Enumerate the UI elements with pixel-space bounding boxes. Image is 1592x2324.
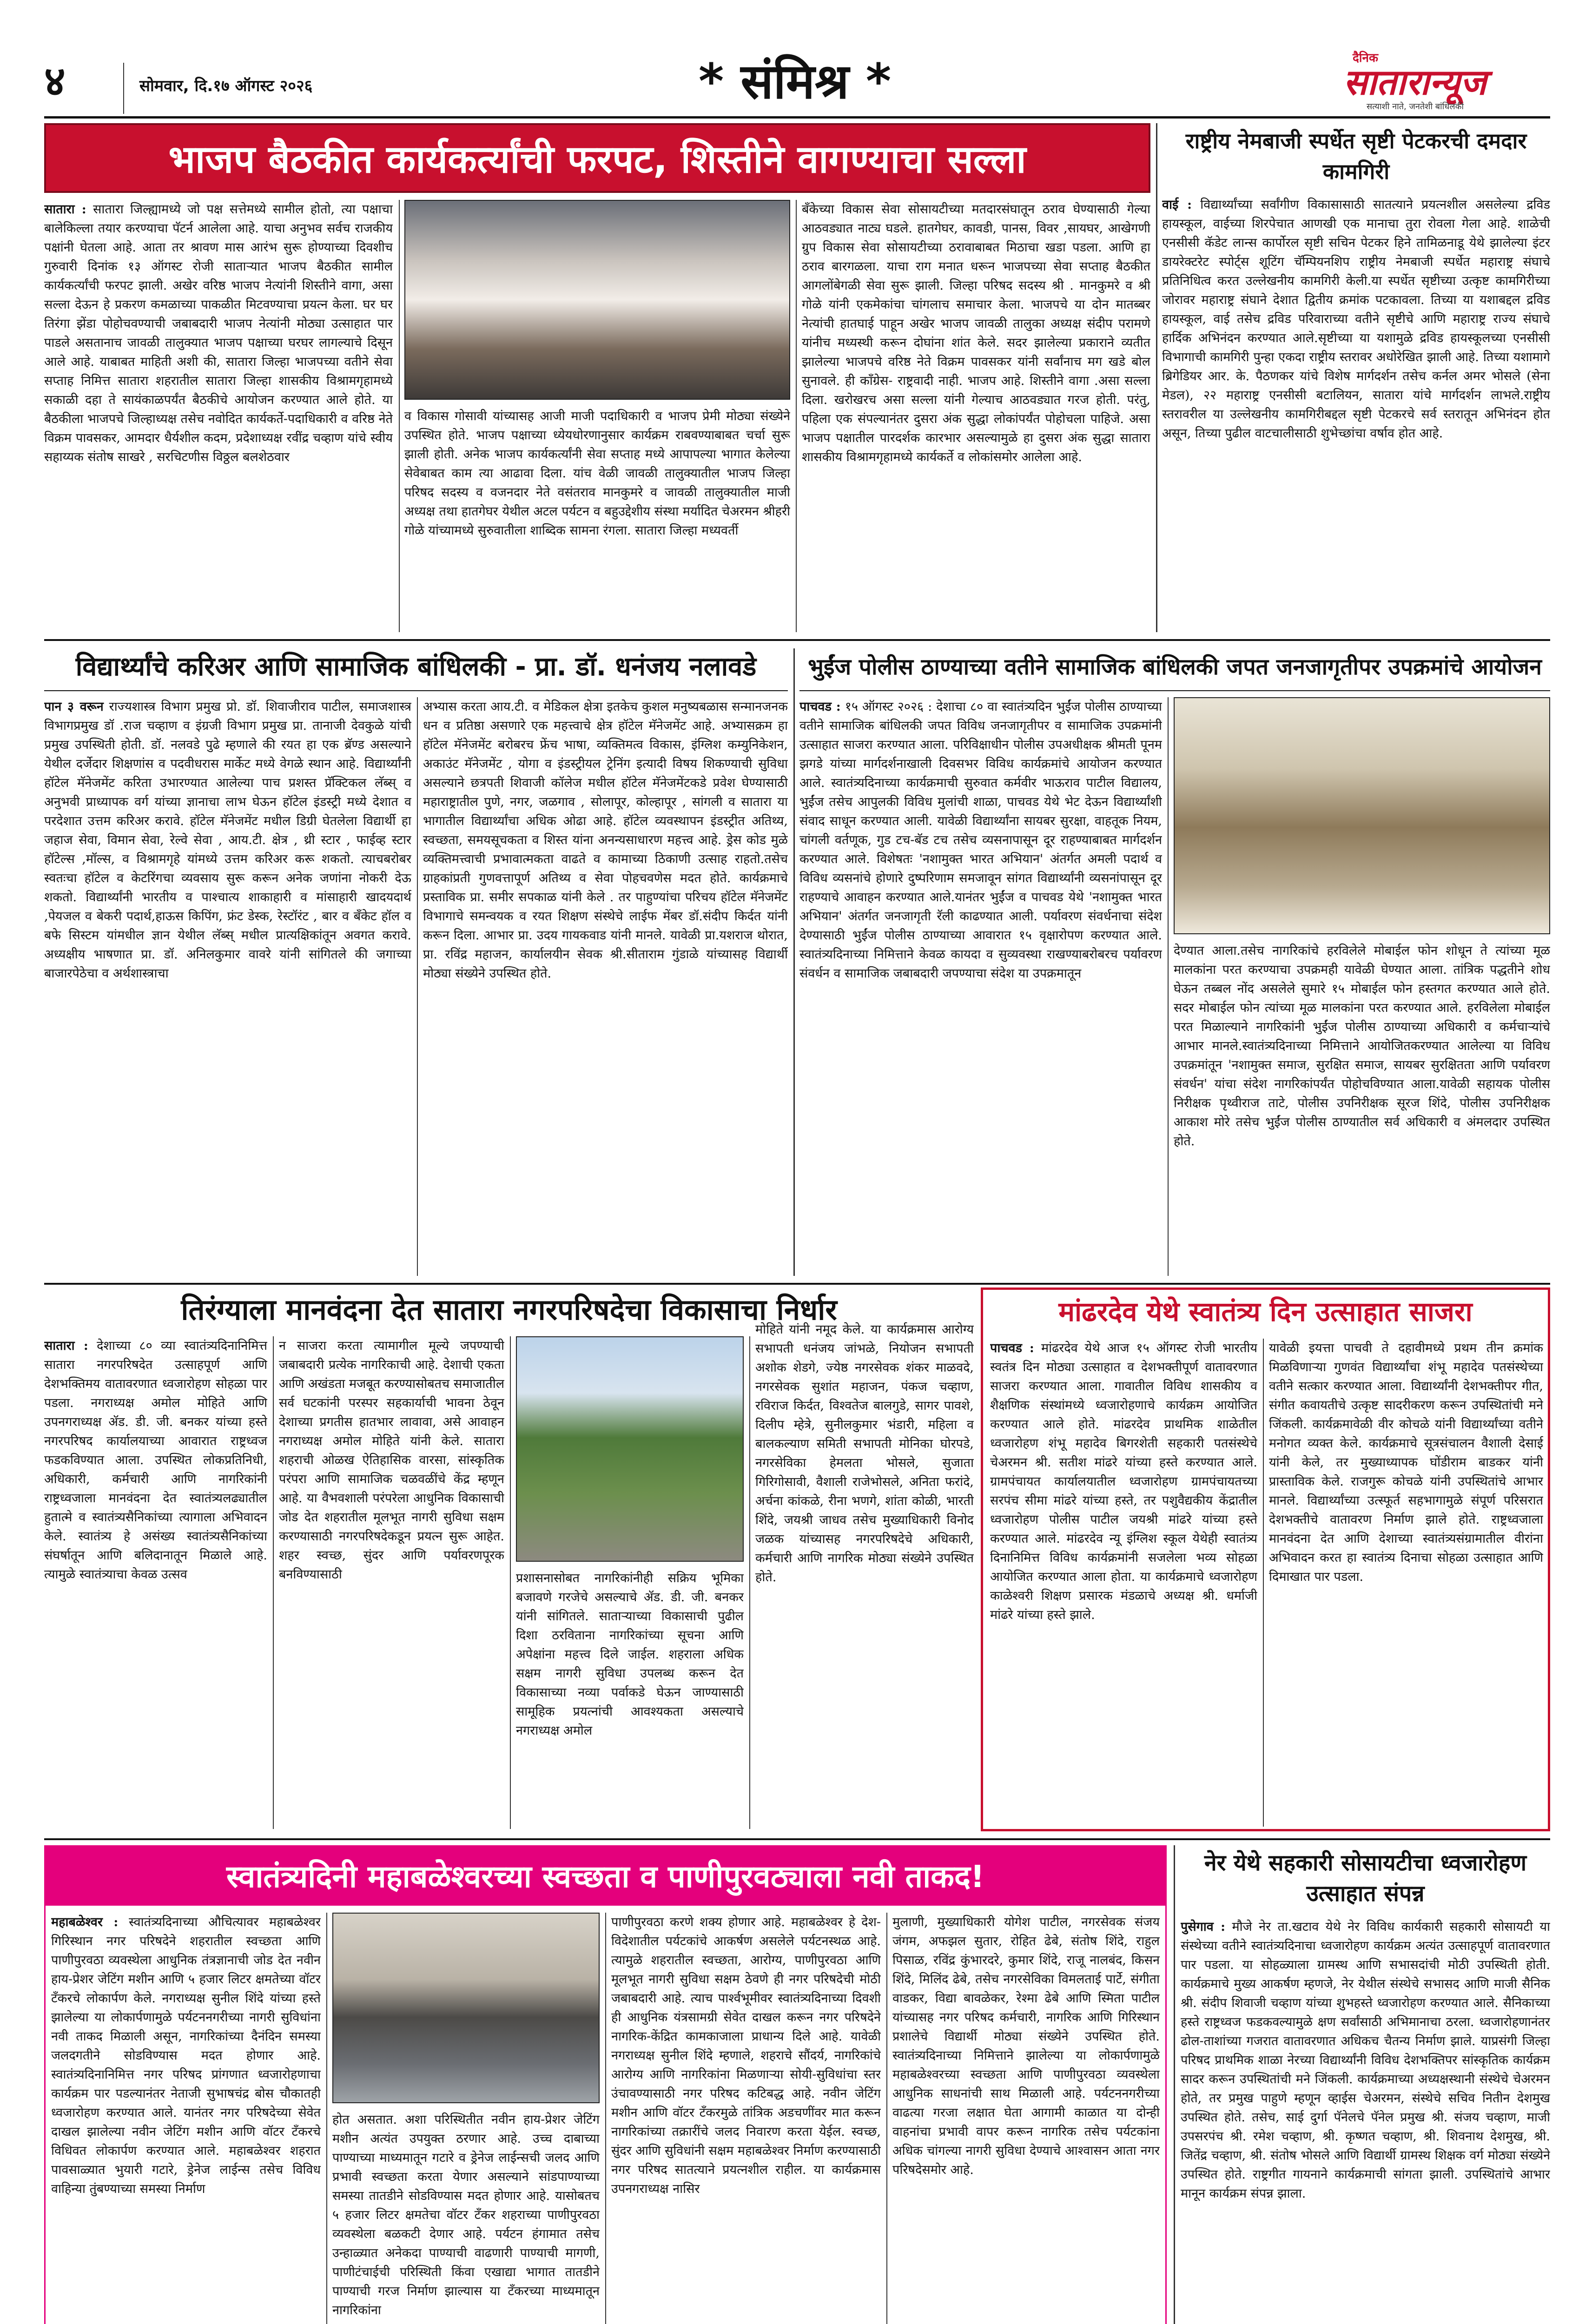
a1-photo	[404, 200, 790, 400]
a5-divider-3	[749, 1336, 750, 1829]
a7-col3-text: पाणीपुरवठा करणे शक्य होणार आहे. महाबळेश्वर हे देश-विदेशातील पर्यटकांचे आकर्षण असलेले पर्यटनस्थळ आहे. त्यामुळे शहरातील स्वच्छता, आरोग्य, पाणीपुरवठा आणि मूलभूत नागरी सुविधा सक्षम ठेवणे ही नगर परिषदेची मोठी जबाबदारी आहे. त्याच पार्श्वभूमीवर स्वातंत्र्यदिनाच्या दिवशी ही आधुनिक यंत्रसामग्री सेवेत दाखल करून नगर परिषदेने नागरिक-केंद्रित कामकाजाला प्राधान्य दिले आहे. यावेळी नगराध्यक्ष सुनील शिंदे म्हणाले, शहराचे सौंदर्य, नागरिकांचे आरोग्य आणि नागरिकांना मिळणाऱ्या सोयी-सुविधांचा स्तर उंचावण्यासाठी नगर परिषद कटिबद्ध आहे. नवीन जेटिंग मशीन आणि वॉटर टँकरमुळे तांत्रिक अडचणींवर मात करून नागरिकांच्या तक्रारींचे जलद निवारण करता येईल. स्वच्छ, सुंदर आणि सुविधांनी सक्षम महाबळेश्वर निर्माण करण्यासाठी नगर परिषद सातत्याने प्रयत्नशील राहील. या कार्यक्रमास उपनगराध्यक्ष नासिर	[611, 1915, 881, 2196]
a4-headline-rule	[799, 690, 1550, 691]
a4-divider	[1168, 697, 1169, 1276]
a2-dateline: वाई :	[1162, 198, 1192, 212]
a7-divider-1	[326, 1913, 327, 2324]
a6-dateline: पाचवड :	[990, 1341, 1034, 1355]
a5-headline: तिरंग्याला मानवंदना देत सातारा नगरपरिषदेचा विकासाचा निर्धार	[181, 1293, 837, 1327]
a5-col4-text: मोहिते यांनी नमूद केले. या कार्यक्रमास आरोग्य सभापती धनंजय जांभळे, नियोजन सभापती अशोक शेडगे, ज्येष्ठ नगरसेवक शंकर माळवदे, नगरसेवक सुशांत महाजन, पंकज चव्हाण, रविराज किर्दत, विश्वतेज बालगुडे, सागर पावशे, दिलीप म्हेत्रे, सुनीलकुमार भंडारी, महिला व बालकल्याण समिती सभापती मोनिका घोरपडे, नगरसेविका हेमलता भोसले, सुजाता गिरिगोसावी, वैशाली राजेभोसले, अनिता फरांदे, अर्चना कांकळे, रीना भणगे, शांता कोळी, भारती शिंदे, जयश्री जाधव तसेच मुख्याधिकारी विनोद जळक यांच्यासह नगरपरिषदेचे अधिकारी, कर्मचारी आणि नागरिक मोठ्या संख्येने उपस्थित होते.	[755, 1322, 974, 1585]
a6-col1	[990, 1339, 1257, 1827]
a4-photo	[1174, 697, 1550, 934]
a1-col1-text: सातारा जिल्ह्यामध्ये जो पक्ष सत्तेमध्ये सामील होतो, त्या पक्षाचा बालेकिल्ला तयार करण्याचा पॅटर्न आलेला आहे. याचा अनुभव सर्वच राजकीय पक्षांनी घेतला आहे. आता तर श्रावण मास आरंभ सुरू होण्याच्या दिवशीच गुरुवारी दिनांक १३ ऑगस्ट रोजी सातार्‍यात भाजप बैठकीत सामील कार्यकर्त्यांची फरपट झाली. अखेर वरिष्ठ भाजप नेत्यांनी शिस्तीने वागा, असा सल्ला देऊन हे प्रकरण कमळाच्या पाकळीत मिटवण्याचा प्रयत्न केला. घर घर तिरंगा झेंडा पोहोचवण्याची जबाबदारी भाजप नेत्यांनी मोठ्या उत्साहात पार पाडले असतानाच जावळी तालुक्यात भाजप पक्षाच्या घरघर लागल्याचे दिसून आले आहे. याबाबत माहिती अशी की, सातारा जिल्हा भाजपच्या वतीने सेवा सप्ताह निमित्त सातारा शहरातील सातारा जिल्हा शासकीय विश्रामगृहामध्ये सकाळी दहा ते सायंकाळपर्यंत बैठकीचे आयोजन करण्यात आले होते. या बैठकीला भाजपचे जिल्हाध्यक्ष तसेच नवोदित कार्यकर्ते-पदाधिकारी व वरिष्ठ नेते विक्रम पावसकर, आमदार धैर्यशील कदम, प्रदेशाध्यक्ष रवींद्र चव्हाण यांचे स्वीय सहाय्यक संतोष साखरे , सरचिटणीस विठ्ठल बलशेठवार	[44, 202, 393, 464]
a5-divider-1	[273, 1336, 274, 1829]
a3-col2-text: अभ्यास करता आय.टी. व मेडिकल क्षेत्रा इतकेच कुशल मनुष्यबळास सन्मानजनक धन व प्रतिष्ठा असणारे एक महत्त्वाचे क्षेत्र हॉटेल मॅनेजमेंट आहे. अभ्यासक्रम हा हॉटेल मॅनेजमेंट बरोबरच फ्रेंच भाषा, व्यक्तिमत्व विकास, इंग्लिश कम्युनिकेशन, अकाउंट मॅनेजमेंट , योगा व इंडस्ट्रीयल ट्रेनिंग इत्यादी विषय शिकण्याची सुविधा असल्याने छत्रपती शिवाजी कॉलेज मधील हॉटेल मॅनेजमेंटकडे प्रवेश घेण्यासाठी महाराष्ट्रातील पुणे, नगर, जळगाव , सोलापूर, कोल्हापूर , सांगली व सातारा या भागातील विद्यार्थ्यांचा अधिक ओढा आहे. हॉटेल व्यवस्थापन इंडस्ट्रीत अतिथ्य, स्वच्छता, समयसूचकता व शिस्त यांना अनन्यसाधारण महत्त्व आहे. ड्रेस कोड मुळे व्यक्तिमत्त्वाची प्रभावात्मकता वाढते व कामाच्या ठिकाणी उत्साह राहतो.तसेच ग्राहकांप्रती गुणवत्तापूर्ण अतिथ्य व सेवा पोहचवणेस मदत होते. कार्यक्रमाचे प्रस्ताविक प्रा. समीर सपकाळ यांनी केले . तर पाहुण्यांचा परिचय हॉटेल मॅनेजमेंट विभागाचे समन्वयक व रयत शिक्षण संस्थेचे लाईफ मेंबर डॉ.संदीप किर्दत यांनी करून दिला. आभार प्रा. उदय गायकवाड यांनी मानले. यावेळी प्रा.यशराज थोरात, प्रा. रविंद्र महाजन, कार्यालयीन सेवक श्री.सीताराम गुंडाळे यांच्यासह विद्यार्थी मोठ्या संख्येने उपस्थित होते.	[423, 700, 788, 981]
a5-dateline: सातारा :	[44, 1339, 88, 1353]
a7-dateline: महाबळेश्वर :	[51, 1915, 119, 1929]
a2-body	[1162, 195, 1550, 632]
a7-headline: स्वातंत्र्यदिनी महाबळेश्वरच्या स्वच्छता व पाणीपुरवठ्याला नवी ताकद!	[226, 1859, 985, 1895]
a7-a8-divider	[1174, 1845, 1175, 2324]
a1-col3	[802, 200, 1150, 632]
a4-col1	[799, 697, 1162, 1276]
a7-col4	[892, 1913, 1160, 2324]
a4-col2-text: देण्यात आला.तसेच नागरिकांचे हरविलेले मोबाईल फोन शोधून ते त्यांच्या मूळ मालकांना परत करण्याचा उपक्रमही यावेळी घेण्यात आला. तांत्रिक पद्धतीने शोध घेऊन तब्बल नोंद असलेले सुमारे १५ मोबाईल फोन हस्तगत करण्यात आले होते. सदर मोबाईल फोन त्यांच्या मूळ मालकांना परत करण्यात आले. हरविलेला मोबाईल परत मिळाल्याने नागरिकांनी भुईंज पोलीस ठाण्याच्या अधिकारी व कर्मचाऱ्यांचे आभार मानले.स्वातंत्र्यदिनाच्या निमित्ताने आयोजितकरण्यात आलेल्या या विविध उपक्रमांतून 'नशामुक्त समाज, सुरक्षित समाज, सायबर सुरक्षितता आणि पर्यावरण संवर्धन' यांचा संदेश नागरिकांपर्यंत पोहोचविण्यात आला.यावेळी सहायक पोलीस निरीक्षक पृथ्वीराज ताटे, पोलीस उपनिरीक्षक सूरज शिंदे, पोलीस उपनिरीक्षक आकाश मोरे तसेच भुईंज पोलीस ठाण्यातील सर्व अधिकारी व अंमलदार उपस्थित होते.	[1174, 944, 1550, 1149]
a3-dateline: पान ३ वरून	[44, 700, 104, 714]
a3-a4-divider	[793, 648, 795, 1276]
masthead-rule	[44, 116, 1550, 119]
a1-headline: भाजप बैठकीत कार्यकर्त्यांची फरपट, शिस्तीने वागण्याचा सल्ला	[168, 138, 1026, 182]
a3-col1-text: राज्यशास्त्र विभाग प्रमुख प्रो. डॉ. शिवाजीराव पाटील, समाजशास्त्र विभागप्रमुख डॉ .राज चव्हाण व इंग्रजी विभाग प्रमुख प्रा. तानाजी देवकुळे यांची प्रमुख उपस्थिती होती. डॉ. नलवडे पुढे म्हणाले की रयत हा एक ब्रॅण्ड असल्याने येथील दर्जेदार शिक्षणांस व पदवीधरास मार्केट मध्ये वेगळे स्थान आहे. विद्यार्थ्यांनी हॉटेल मॅनेजमेंट करिता उभारण्यात आलेल्या पाच प्रशस्त प्रॅक्टिकल लॅब्स् व अनुभवी प्राध्यापक वर्ग यांच्या ज्ञानाचा लाभ घेऊन हॉटेल इंडस्ट्री मध्ये देशात व परदेशात उत्तम करिअर करावे. हॉटेल मॅनेजमेंट मधील डिग्री घेतलेला विद्यार्थी हा जहाज सेवा, विमान सेवा, रेल्वे सेवा , आय.टी. क्षेत्र , थ्री स्टार , फाईव्ह स्टार हॉटेल्स ,मॉल्स, व विश्रामगृहे यांमध्ये उत्तम करिअर करू शकतो. त्याचबरोबर स्वतःचा हॉटेल व केटरिंगचा व्यवसाय सुरू करून अनेक जणांना नोकरी देऊ शकतो. विद्यार्थ्यांनी भारतीय व पाश्चात्य शाकाहारी व मांसाहारी खादयदार्थ ,पेयजल व बेकरी पदार्थ,हाऊस किपिंग, फ्रंट डेस्क, रेस्टॉरंट , बार व बँकेट हॉल व बफे सिस्टम यांमधील ज्ञान येथील लॅब्स् मधील प्रात्यक्षिकांतून अवगत करावे. अध्यक्षीय भाषणात प्रा. डॉ. अनिलकुमार वावरे यांनी सांगितले की जगाच्या बाजारपेठेचा व अर्थशास्त्राचा	[44, 700, 411, 981]
a5-col4	[755, 1320, 974, 1829]
a8-text: मौजे नेर ता.खटाव येथे नेर विविध कार्यकारी सहकारी सोसायटी या संस्थेच्या वतीने स्वातंत्र्यदिनाचा ध्वजारोहण कार्यक्रम अत्यंत उत्साहपूर्ण वातावरणात पार पडला. या सोहळ्याला ग्रामस्थ आणि सभासदांची मोठी उपस्थिती होती. कार्यक्रमाचे मुख्य आकर्षण म्हणजे, नेर येथील संस्थेचे सभासद आणि माजी सैनिक श्री. संदीप शिवाजी चव्हाण यांच्या शुभहस्ते ध्वजारोहण करण्यात आले. सैनिकाच्या हस्ते राष्ट्रध्वज फडकवल्यामुळे क्षण सर्वांसाठी अभिमानाचा ठरला. ध्वजारोहणानंतर ढोल-ताशांच्या गजरात वातावरणात अधिकच चैतन्य निर्माण झाले. याप्रसंगी जिल्हा परिषद प्राथमिक शाळा नेरच्या विद्यार्थ्यांनी विविध देशभक्तिपर सांस्कृतिक कार्यक्रम सादर करून उपस्थितांची मने जिंकली. कार्यक्रमाच्या अध्यक्षस्थानी संस्थेचे चेअरमन होते, तर प्रमुख पाहुणे म्हणून व्हाईस चेअरमन, संस्थेचे सचिव नितीन देशमुख उपस्थित होते. तसेच, साई दुर्गा पॅनेलचे पॅनेल प्रमुख श्री. संजय चव्हाण, माजी उपसरपंच श्री. रमेश चव्हाण, श्री. कृष्णत चव्हाण, श्री. शिवनाथ देशमुख, श्री. जितेंद्र चव्हाण, श्री. संतोष भोसले आणि विद्यार्थी ग्रामस्थ शिक्षक वर्ग मोठ्या संख्येने उपस्थित होते. राष्ट्रगीत गायनाने कार्यक्रमाची सांगता झाली. उपस्थितांचे आभार मानून कार्यक्रम संपन्न झाला.	[1181, 1920, 1550, 2201]
a1-divider-1	[399, 200, 400, 632]
a2-text: विद्यार्थ्यांच्या सर्वांगीण विकासासाठी सातत्याने प्रयत्नशील असलेल्या द्रविड हायस्कूल, वाईच्या शिरपेचात आणखी एक मानाचा तुरा रोवला गेला आहे. शाळेची एनसीसी कॅडेट लान्स कार्पोरल सृष्टी सचिन पेटकर हिने तामिळनाडू येथे झालेल्या इंटर डायरेक्टरेट स्पोर्ट्स शूटिंग चॅम्पियनशिप राष्ट्रीय नेमबाजी स्पर्धेत महाराष्ट्र संघाचे प्रतिनिधित्व करत उल्लेखनीय कामगिरी केली.या स्पर्धेत सृष्टीच्या उत्कृष्ट कामगिरीच्या जोरावर महाराष्ट्र संघाने देशात द्वितीय क्रमांक पटकावला. तिच्या या यशाबद्दल द्रविड हायस्कूल, वाई तसेच द्रविड परिवाराच्या वतीने सृष्टीचे आणि महाराष्ट्र राज्य संघाचे हार्दिक अभिनंदन करण्यात आले.सृष्टीच्या या यशामुळे द्रविड हायस्कूलच्या एनसीसी विभागाची कामगिरी पुन्हा एकदा राष्ट्रीय स्तरावर अधोरेखित झाली आहे. तिच्या यशामागे ब्रिगेडियर आर. के. पैठणकर यांचे विशेष मार्गदर्शन तसेच कर्नल अमर भोसले (सेना मेडल), २२ महाराष्ट्र एनसीसी बटालियन, सातारा यांचे मार्गदर्शन लाभले.राष्ट्रीय स्तरावरील या उल्लेखनीय कामगिरीबद्दल सृष्टी पेटकरचे सर्व स्तरातून अभिनंदन होत असून, तिच्या पुढील वाटचालीसाठी शुभेच्छांचा वर्षाव होत आहे.	[1162, 198, 1550, 441]
a7-headline-banner	[44, 1845, 1167, 1906]
a7-divider-2	[605, 1913, 606, 2324]
a3-headline: विद्यार्थ्यांचे करिअर आणि सामाजिक बांधिलकी - प्रा. डॉ. धनंजय नलावडे	[75, 652, 757, 682]
a7-col3	[611, 1913, 881, 2324]
a1-col3-text: बँकेच्या विकास सेवा सोसायटीच्या मतदारसंघातून ठराव घेण्यासाठी गेल्या आठवड्यात नाट्य घडले. हातगेघर, कावडी, पानस, विवर ,सायघर, आखेगणी ग्रुप विकास सेवा सोसायटीच्या ठरावाबाबत मिठाचा खडा पडला. आणि हा ठराव बारगळला. याचा राग मनात धरून भाजपच्या सेवा सप्ताह बैठकीत आगलोंबेगळी सेवा सुरू झाली. जिल्हा परिषद सदस्य श्री . मानकुमरे व श्री गोळे यांनी एकमेकांचा चांगलाच समाचार केला. भाजपचे या दोन मातब्बर नेत्यांची हातघाई पाहून अखेर भाजप जावळी तालुका अध्यक्ष संदीप परामणे यांनीच मध्यस्थी करून दोघांना शांत केले. सदर झालेल्या प्रकाराने व्यतीत झालेल्या भाजपचे वरिष्ठ नेते विक्रम पावसकर यांनी सर्वांनाच मग खडे बोल सुनावले. ही काँग्रेस- राष्ट्रवादी नाही. भाजप आहे. शिस्तीने वागा .असा सल्ला दिला. खरोखरच असा सल्ला यांनी गेल्याच आठवड्यात गरज होती. परंतु, पहिला एक संपल्यानंतर दुसरा अंक सुद्धा लोकांपर्यंत पोहोचला पाहिजे. असा भाजप पक्षातील पारदर्शक कारभार असल्यामुळे हा दुसरा अंक सुद्धा सातारा शासकीय विश्रामगृहामध्ये कार्यकर्ते व लोकांसमोर आलेला आहे.	[802, 202, 1150, 464]
a2-headline: राष्ट्रीय नेमबाजी स्पर्धेत सृष्टी पेटकरची दमदार कामगिरी	[1185, 128, 1527, 184]
a6-col2	[1269, 1339, 1543, 1827]
a4-headline: भुईंज पोलीस ठाण्याच्या वतीने सामाजिक बांधिलकी जपत जनजागृतीपर उपक्रमांचे आयोजन	[808, 654, 1542, 680]
issue-date: सोमवार, दि.१७ ऑगस्ट २०२६	[139, 77, 313, 95]
a5-photo	[516, 1336, 744, 1562]
a7-col2-text: होत असतात. अशा परिस्थितीत नवीन हाय-प्रेशर जेटिंग मशीन अत्यंत उपयुक्त ठरणार आहे. उच्च दाबाच्या पाण्याच्या माध्यमातून गटारे व ड्रेनेज लाईन्सची जलद आणि प्रभावी स्वच्छता करता येणार असल्याने सांडपाण्याच्या समस्या तातडीने सोडविण्यास मदत होणार आहे. यासोबतच ५ हजार लिटर क्षमतेचा वॉटर टँकर शहराच्या पाणीपुरवठा व्यवस्थेला बळकटी देणार आहे. पर्यटन हंगामात तसेच उन्हाळ्यात अनेकदा पाण्याची वाढणारी पाण्याची मागणी, पाणीटंचाईची परिस्थिती किंवा एखाद्या भागात तातडीने पाण्याची गरज निर्माण झाल्यास या टँकरच्या माध्यमातून नागरिकांना	[332, 2113, 600, 2317]
a3-col2	[423, 697, 788, 1276]
a3-divider	[417, 697, 418, 1276]
rule-row3	[44, 1838, 1550, 1840]
a5-col3	[516, 1569, 744, 1829]
a6-headline: मांढरदेव येथे स्वातंत्र्य दिन उत्साहात साजरा	[1058, 1296, 1473, 1327]
a7-col4-text: मुलाणी, मुख्याधिकारी योगेश पाटील, नगरसेवक संजय जंगम, अफझल सुतार, रोहित ढेबे, संतोष शिंदे, राहुल पिसाळ, रविंद्र कुंभारदरे, कुमार शिंदे, राजू नालबंद, किसन शिंदे, मिलिंद ढेबे, तसेच नगरसेविका विमलताई पार्टे, संगीता वाडकर, विद्या बावळेकर, रेश्मा ढेबे आणि स्मिता पाटील यांच्यासह नगर परिषद कर्मचारी, नागरिक आणि गिरिस्थान प्रशालेचे विद्यार्थी मोठ्या संख्येने उपस्थित होते. स्वातंत्र्यदिनाच्या निमित्ताने झालेल्या या लोकार्पणामुळे महाबळेश्वरच्या स्वच्छता आणि पाणीपुरवठा व्यवस्थेला आधुनिक साधनांची साथ मिळाली आहे. पर्यटननगरीच्या वाढत्या गरजा लक्षात घेता आगामी काळात या दोन्ही वाहनांचा प्रभावी वापर करून नागरिक तसेच पर्यटकांना अधिक चांगल्या नागरी सुविधा देण्याचे आश्वासन आता नगर परिषदेसमोर आहे.	[892, 1915, 1160, 2177]
a8-dateline: पुसेगाव :	[1181, 1920, 1226, 1934]
section-title: * संमिश्र *	[698, 53, 892, 110]
a5-col1-text: देशाच्या ८० व्या स्वातंत्र्यदिनानिमित्त सातारा नगरपरिषदेत उत्साहपूर्ण आणि देशभक्तिमय वातावरणात ध्वजारोहण सोहळा पार पडला. नगराध्यक्ष अमोल मोहिते आणि उपनगराध्यक्ष ॲड. डी. जी. बनकर यांच्या हस्ते नगरपरिषद कार्यालयाच्या आवारात राष्ट्रध्वज फडकविण्यात आला. उपस्थित लोकप्रतिनिधी, अधिकारी, कर्मचारी आणि नागरिकांनी राष्ट्रध्वजाला मानवंदना देत स्वातंत्र्यलढ्यातील हुतात्मे व स्वातंत्र्यसैनिकांच्या त्यागाला अभिवादन केले. स्वातंत्र्य हे असंख्य स्वातंत्र्यसैनिकांच्या संघर्षातून आणि बलिदानातून मिळाले आहे. त्यामुळे स्वातंत्र्याचा केवळ उत्सव	[44, 1339, 267, 1582]
a1-col1	[44, 200, 393, 632]
a7-col1-text: स्वातंत्र्यदिनाच्या औचित्यावर महाबळेश्वर गिरिस्थान नगर परिषदेने शहरातील स्वच्छता आणि पाणीपुरवठा व्यवस्थेला आधुनिक तंत्रज्ञानाची जोड देत नवीन हाय-प्रेशर जेटिंग मशीन आणि ५ हजार लिटर क्षमतेच्या वॉटर टँकरचे लोकार्पण केले. नगराध्यक्ष सुनील शिंदे यांच्या हस्ते झालेल्या या लोकार्पणामुळे पर्यटननगरीच्या नागरी सुविधांना नवी ताकद मिळाली असून, नागरिकांच्या दैनंदिन समस्या जलदगतीने सोडविण्यास मदत होणार आहे. स्वातंत्र्यदिनानिमित्त नगर परिषद प्रांगणात ध्वजारोहणाचा कार्यक्रम पार पडल्यानंतर नेताजी सुभाषचंद्र बोस चौकातही ध्वजारोहण करण्यात आले. यानंतर नगर परिषदेच्या सेवेत दाखल झालेल्या नवीन जेटिंग मशीन आणि वॉटर टँकरचे विधिवत लोकार्पण करण्यात आले. महाबळेश्वर शहरात पावसाळ्यात भुयारी गटारे, ड्रेनेज लाईन्स तसेच विविध वाहिन्या तुंबण्याच्या समस्या निर्माण	[51, 1915, 321, 2196]
a3-col1	[44, 697, 411, 1276]
a6-col1-text: मांढरदेव येथे आज १५ ऑगस्ट रोजी भारतीय स्वतंत्र दिन मोठ्या उत्साहात व देशभक्तीपूर्ण वातावरणात साजरा करण्यात आला. गावातील विविध शासकीय व शैक्षणिक संस्थांमध्ये ध्वजारोहणाचे कार्यक्रम आयोजित करण्यात आले होते. मांढरदेव प्राथमिक शाळेतील ध्वजारोहण शंभू महादेव बिगरशेती सहकारी पतसंस्थेचे चेअरमन श्री. सतीश मांढरे यांच्या हस्ते करण्यात आले. ग्रामपंचायत कार्यालयातील ध्वजारोहण ग्रामपंचायतच्या सरपंच सीमा मांढरे यांच्या हस्ते, तर पशुवैद्यकीय केंद्रातील ध्वजारोहण पोलीस पाटील जयश्री मांढरे यांच्या हस्ते करण्यात आले. मांढरदेव न्यू इंग्लिश स्कूल येथेही स्वातंत्र्य दिनानिमित्त विविध कार्यक्रमांनी सजलेला भव्य सोहळा आयोजित करण्यात आला होता. या कार्यक्रमाचे ध्वजारोहण काळेश्वरी शिक्षण प्रसारक मंडळाचे अध्यक्ष श्री. धर्माजी मांढरे यांच्या हस्ते झाले.	[990, 1341, 1257, 1622]
a1-col2	[404, 407, 790, 632]
rule-row2	[44, 1283, 1550, 1285]
a1-divider-2	[796, 200, 797, 632]
paper-tagline: सत्याशी नाते, जनतेशी बांधिलकी	[1367, 102, 1464, 112]
a7-col2	[332, 2110, 600, 2324]
a3-headline-rule	[44, 690, 788, 691]
a1-a2-divider	[1156, 123, 1157, 632]
a4-dateline: पाचवड :	[799, 700, 841, 714]
a8-body	[1181, 1917, 1550, 2324]
a4-col2	[1174, 941, 1550, 1276]
a6-col2-text: यावेळी इयत्ता पाचवी ते दहावीमध्ये प्रथम तीन क्रमांक मिळविणाऱ्या गुणवंत विद्यार्थ्यांचा शंभू महादेव पतसंस्थेच्या वतीने सत्कार करण्यात आला. विद्यार्थ्यांनी देशभक्तीपर गीत, संगीत कवायतीचे उत्कृष्ट सादरीकरण करून उपस्थितांची मने जिंकली. कार्यक्रमावेळी वीर कोचळे यांनी विद्यार्थ्यांच्या वतीने मनोगत व्यक्त केले. कार्यक्रमाचे सूत्रसंचालन वैशाली देसाई यांनी केले, तर मुख्याध्यापक घोंडीराम बाडकर यांनी प्रास्ताविक केले. राजगुरू कोचळे यांनी उपस्थितांचे आभार मानले. विद्यार्थ्यांच्या उत्स्फूर्त सहभागामुळे संपूर्ण परिसरात देशभक्तीचे वातावरण निर्माण झाले होते. राष्ट्रध्वजाला मानवंदना देत आणि देशाच्या स्वातंत्र्यसंग्रामातील वीरांना अभिवादन करत हा स्वातंत्र्य दिनाचा सोहळा उत्साहात आणि दिमाखात पार पडला.	[1269, 1341, 1543, 1584]
a5-col2-text: न साजरा करता त्यामागील मूल्ये जपण्याची जबाबदारी प्रत्येक नागरिकाची आहे. देशाची एकता आणि अखंडता मजबूत करण्यासोबतच समाजातील सर्व घटकांनी परस्पर सहकार्याची भावना ठेवून देशाच्या प्रगतीस हातभार लावावा, असे आवाहन नगराध्यक्ष अमोल मोहिते यांनी केले. सातारा शहराची ओळख ऐतिहासिक वारसा, सांस्कृतिक परंपरा आणि सामाजिक चळवळींचे केंद्र म्हणून आहे. या वैभवशाली परंपरेला आधुनिक विकासाची जोड देत शहरातील मूलभूत नागरी सुविधा सक्षम करण्यासाठी नगरपरिषदेकडून प्रयत्न सुरू आहेत. शहर स्वच्छ, सुंदर आणि पर्यावरणपूरक बनविण्यासाठी	[279, 1339, 504, 1582]
a6-divider	[1263, 1339, 1264, 1827]
page-number: ४	[44, 57, 66, 105]
a5-divider-2	[510, 1336, 511, 1829]
a4-col1-text: १५ ऑगस्ट २०२६ : देशाचा ८० वा स्वातंत्र्यदिन भुईंज पोलीस ठाण्याच्या वतीने सामाजिक बांधिलकी जपत विविध जनजागृतीपर व सामाजिक उपक्रमांनी उत्साहात साजरा करण्यात आला. परिविक्षाधीन पोलीस उपअधीक्षक श्रीमती पूनम झगडे यांच्या मार्गदर्शनाखाली दिवसभर विविध कार्यक्रमांचे आयोजन करण्यात आले. स्वातंत्र्यदिनाच्या कार्यक्रमाची सुरुवात कर्मवीर भाऊराव पाटील विद्यालय, भुईंज तसेच आपुलकी विविध मुलांची शाळा, पाचवड येथे भेट देऊन विद्यार्थ्यांशी संवाद साधून करण्यात आली. यावेळी विद्यार्थ्यांना सायबर सुरक्षा, वाहतूक नियम, चांगली वर्तणूक, गुड टच-बॅड टच तसेच व्यसनापासून दूर राहण्याबाबत मार्गदर्शन करण्यात आले. विशेषतः 'नशामुक्त भारत अभियान' अंतर्गत अमली पदार्थ व विविध व्यसनांचे होणारे दुष्परिणाम समजावून सांगत विद्यार्थ्यांनी व्यसनांपासून दूर राहण्याचे आवाहन करण्यात आले.यानंतर भुईंज व पाचवड येथे 'नशामुक्त भारत अभियान' अंतर्गत जनजागृती रॅली काढण्यात आली. पर्यावरण संवर्धनाचा संदेश देण्यासाठी भुईंज पोलीस ठाण्याच्या आवारात १५ वृक्षारोपण करण्यात आले. स्वातंत्र्यदिनाच्या निमित्ताने केवळ कायदा व सुव्यवस्था राखण्याबरोबरच पर्यावरण संवर्धन व सामाजिक जबाबदारी जपण्याचा संदेश या उपक्रमातून	[799, 700, 1162, 981]
a7-divider-3	[886, 1913, 887, 2324]
a5-col2	[279, 1336, 504, 1829]
a1-headline-banner	[44, 123, 1150, 193]
a7-photo	[332, 1913, 600, 2103]
a1-dateline: सातारा :	[44, 202, 86, 217]
a7-col1	[51, 1913, 321, 2324]
rule-row1	[44, 639, 1550, 641]
paper-tag: दैनिक	[1353, 51, 1378, 65]
a5-col3-text: प्रशासनासोबत नागरिकांनीही सक्रिय भूमिका बजावणे गरजेचे असल्याचे ॲड. डी. जी. बनकर यांनी सांगितले. सातार्‍याच्या विकासाची पुढील दिशा ठरविताना नागरिकांच्या सूचना आणि अपेक्षांना महत्त्व दिले जाईल. शहराला अधिक सक्षम नागरी सुविधा उपलब्ध करून देत विकासाच्या नव्या पर्वाकडे घेऊन जाण्यासाठी सामूहिक प्रयत्नांची आवश्यकता असल्याचे नगराध्यक्ष अमोल	[516, 1571, 744, 1738]
a1-col2-text: व विकास गोसावी यांच्यासह आजी माजी पदाधिकारी व भाजप प्रेमी मोठ्या संख्येने उपस्थित होते. भाजप पक्षाच्या ध्येयधोरणानुसार कार्यक्रम राबवण्याबाबत चर्चा सुरू झाली होती. अनेक भाजप कार्यकर्त्यांनी सेवा सप्ताह मध्ये आपापल्या भागात केलेल्या सेवेबाबत काम त्या आढावा दिला. यांच वेळी जावळी तालुक्यातील भाजप जिल्हा परिषद सदस्य व वजनदार नेते वसंतराव मानकुमरे व जावळी तालुक्यातील माजी अध्यक्ष तथा हातगेघर येथील अटल पर्यटन व बहुउद्देशीय संस्था मर्यादित चेअरमन श्रीहरी गोळे यांच्यामध्ये सुरुवातीला शाब्दिक सामना रंगला. सातारा जिल्हा मध्यवर्ती	[404, 409, 790, 538]
paper-name: सातारान्यूज	[1343, 61, 1486, 103]
a5-col1	[44, 1336, 267, 1829]
paper-logo	[1339, 49, 1552, 114]
a8-headline: नेर येथे सहकारी सोसायटीचा ध्वजारोहण उत्साहात संपन्न	[1204, 1850, 1527, 1907]
masthead-divider	[123, 63, 124, 114]
